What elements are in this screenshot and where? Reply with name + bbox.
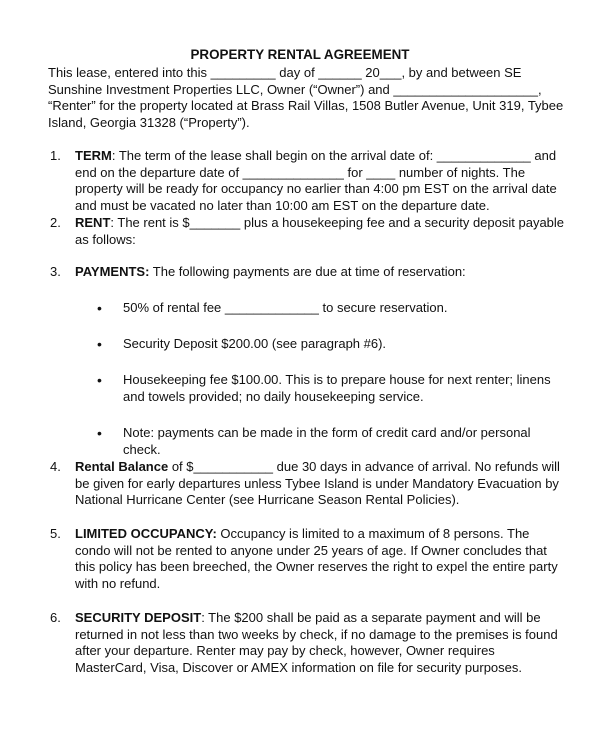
section-heading: PAYMENTS: xyxy=(75,264,150,279)
payment-item-text: Housekeeping fee $100.00. This is to prepare house for next renter; linens and towels provided; no daily housekeeping service. xyxy=(123,372,551,404)
document-title: PROPERTY RENTAL AGREEMENT xyxy=(190,47,410,62)
section-number: 3. xyxy=(50,264,61,279)
section-body xyxy=(75,610,565,676)
section-rental-balance xyxy=(48,459,568,509)
section-number: 2. xyxy=(50,215,61,230)
section-heading: Rental Balance xyxy=(75,459,169,474)
section-body xyxy=(75,264,565,281)
section-body xyxy=(75,526,565,592)
section-number: 6. xyxy=(50,610,61,625)
section-number: 5. xyxy=(50,526,61,541)
intro-paragraph: This lease, entered into this _________ day of ______ 20___, by and between SE Sunshine Investment Properties LLC, Owner (“Owner”) and ____________________, “Renter” for the property located at Brass Rail Villas, 1508 Butler Avenue, Unit 319, Tybee Island, Georgia 31328 (“Property”). xyxy=(48,65,564,130)
section-term xyxy=(48,148,568,214)
payment-item-text: 50% of rental fee _____________ to secure reservation. xyxy=(123,300,448,315)
section-rent xyxy=(48,215,568,248)
section-text: of $___________ due 30 days in advance of arrival. No refunds will be given for early departures unless Tybee Island is under Mandatory Evacuation by National Hurricane Center (see Hurricane Season Rental Policies). xyxy=(75,459,560,508)
section-number: 4. xyxy=(50,459,61,474)
section-body xyxy=(75,148,565,214)
section-text: : The rent is $_______ plus a housekeeping fee and a security deposit payable as follows: xyxy=(75,215,565,247)
section-text: The following payments are due at time of reservation: xyxy=(149,264,466,279)
payment-item xyxy=(97,372,567,405)
payment-item-text: Note: payments can be made in the form of credit card and/or personal check. xyxy=(123,425,531,457)
section-heading: LIMITED OCCUPANCY: xyxy=(75,526,217,541)
section-heading: SECURITY DEPOSIT xyxy=(75,610,202,625)
bullet-icon: • xyxy=(97,372,102,388)
section-body xyxy=(75,215,565,248)
payment-item xyxy=(97,425,567,458)
section-text: : The $200 shall be paid as a separate payment and will be returned in not less than two weeks by check, if no damage to the premises is found after your departure. Renter may pay by check, however, Owner requires MasterCard, Visa, Discover or AMEX information on file for security purposes. xyxy=(75,610,558,675)
payment-item-text: Security Deposit $200.00 (see paragraph #6). xyxy=(123,336,387,351)
section-text: : The term of the lease shall begin on the arrival date of: _____________ and end on the departure date of ______________ for ____ number of nights. The property will be ready for occupancy no earlier than 4:00 pm EST on the arrival date and must be vacated no later than 10:00 am EST on the departure date. xyxy=(75,148,557,213)
section-heading: TERM xyxy=(75,148,112,163)
section-payments xyxy=(48,264,568,281)
section-security-deposit xyxy=(48,610,568,676)
bullet-icon: • xyxy=(97,300,102,316)
section-heading: RENT xyxy=(75,215,111,230)
payment-item xyxy=(97,336,567,353)
section-limited-occupancy xyxy=(48,526,568,592)
section-text: Occupancy is limited to a maximum of 8 persons. The condo will not be rented to anyone under 25 years of age. If Owner concludes that this policy has been breeched, the Owner reserves the right to expel the entire party with no refund. xyxy=(75,526,558,591)
payment-item xyxy=(97,300,567,317)
bullet-icon: • xyxy=(97,425,102,441)
section-number: 1. xyxy=(50,148,61,163)
bullet-icon: • xyxy=(97,336,102,352)
section-body xyxy=(75,459,565,509)
